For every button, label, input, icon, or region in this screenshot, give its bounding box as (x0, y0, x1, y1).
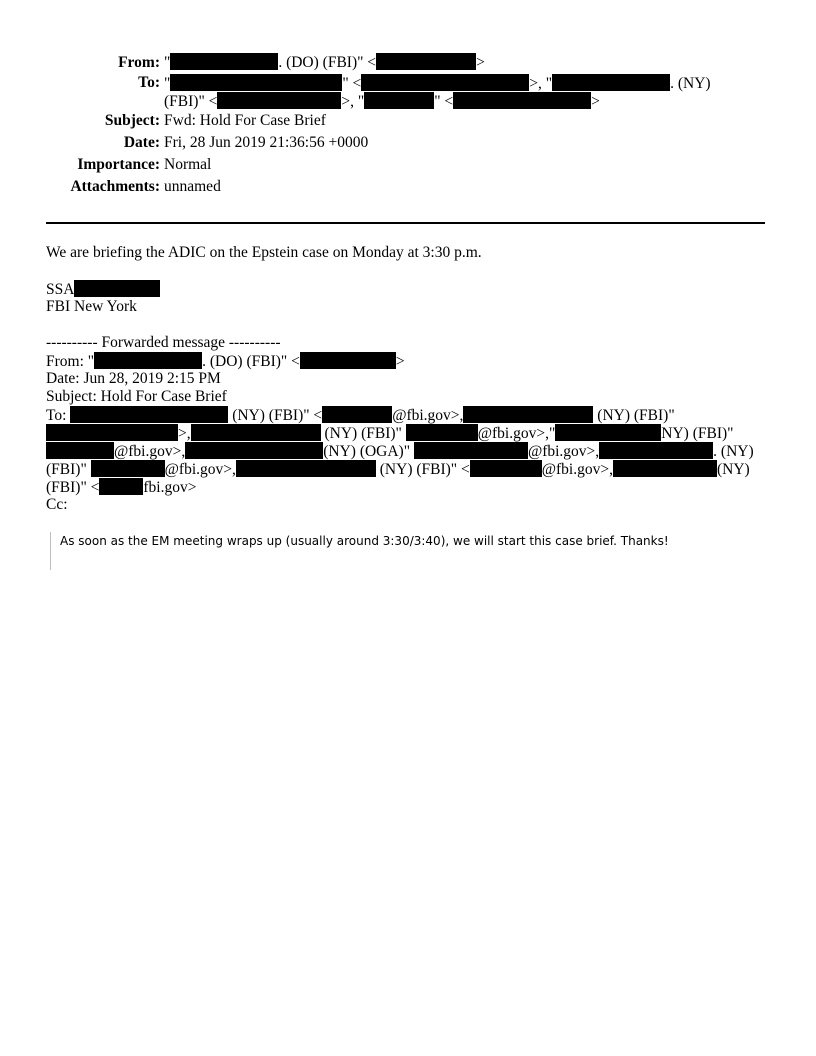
quoted-text: As soon as the EM meeting wraps up (usually around 3:30/3:40), we will start this case brief. Thanks! (60, 534, 669, 548)
from-value: " . (DO) (FBI)" < > (164, 54, 485, 71)
fwd-to-line3: @fbi.gov>, (NY) (OGA)" @fbi.gov>, . (NY) (46, 442, 770, 460)
header-to-row-cont (0, 92, 816, 110)
redaction (70, 406, 228, 423)
fwd-date: Date: Jun 28, 2019 2:15 PM (46, 370, 221, 387)
redaction (300, 352, 396, 369)
redaction (94, 352, 202, 369)
signature-name: SSA (46, 280, 770, 298)
redaction (406, 424, 478, 441)
redaction (185, 442, 323, 459)
redaction (364, 92, 434, 109)
fwd-to-line2: >, (NY) (FBI)" @fbi.gov>," NY) (FBI)" (46, 424, 770, 442)
header-divider (46, 222, 765, 224)
date-label: Date: (123, 134, 160, 151)
redaction (74, 280, 160, 297)
redaction (463, 406, 593, 423)
header-to-row (0, 74, 816, 92)
redaction (322, 406, 392, 423)
header-attachments-row (0, 176, 816, 198)
redaction (236, 460, 376, 477)
subject-value: Fwd: Hold For Case Brief (164, 112, 326, 129)
redaction (453, 92, 591, 109)
attachments-value[interactable]: unnamed (164, 178, 221, 195)
redaction (555, 424, 661, 441)
quoted-message (50, 532, 760, 570)
redaction (170, 53, 278, 70)
subject-label: Subject: (104, 112, 160, 129)
redaction (170, 74, 342, 91)
redaction (46, 442, 114, 459)
redaction (46, 424, 178, 441)
to-value-line1: " " < >, " . (NY) (164, 75, 711, 92)
header-subject-row (0, 110, 816, 132)
date-value: Fri, 28 Jun 2019 21:36:56 +0000 (164, 134, 369, 151)
fwd-cc: Cc: (46, 496, 68, 513)
signature-office: FBI New York (46, 298, 137, 315)
importance-value: Normal (164, 156, 212, 173)
from-label: From: (118, 54, 160, 71)
redaction (599, 442, 713, 459)
redaction (217, 92, 341, 109)
forward-marker: ---------- Forwarded message ---------- (46, 334, 281, 351)
redaction (99, 478, 143, 495)
header-from-row (0, 52, 816, 74)
header-importance-row (0, 154, 816, 176)
header-date-row (0, 132, 816, 154)
body-intro: We are briefing the ADIC on the Epstein case on Monday at 3:30 p.m. (46, 244, 482, 261)
redaction (361, 74, 529, 91)
email-body (46, 244, 770, 514)
redaction (470, 460, 542, 477)
redaction (191, 424, 321, 441)
email-header (0, 52, 816, 198)
attachments-label: Attachments: (70, 178, 160, 195)
fwd-from: From: " . (DO) (FBI)" < > (46, 353, 405, 370)
redaction (414, 442, 528, 459)
fwd-to-line4: (FBI)" @fbi.gov>, (NY) (FBI)" < @fbi.gov>, (NY) (46, 461, 750, 478)
fwd-to-line1: To: (NY) (FBI)" < @fbi.gov>, (NY) (FBI)" (46, 407, 675, 424)
to-label: To: (138, 74, 160, 91)
fwd-subject: Subject: Hold For Case Brief (46, 388, 227, 405)
redaction (552, 74, 670, 91)
redaction (91, 460, 165, 477)
to-value-line2: (FBI)" < >, " " < > (164, 93, 600, 110)
redaction (613, 460, 717, 477)
redaction (376, 53, 476, 70)
fwd-to-line5: (FBI)" < fbi.gov> (46, 479, 197, 496)
importance-label: Importance: (77, 156, 160, 173)
